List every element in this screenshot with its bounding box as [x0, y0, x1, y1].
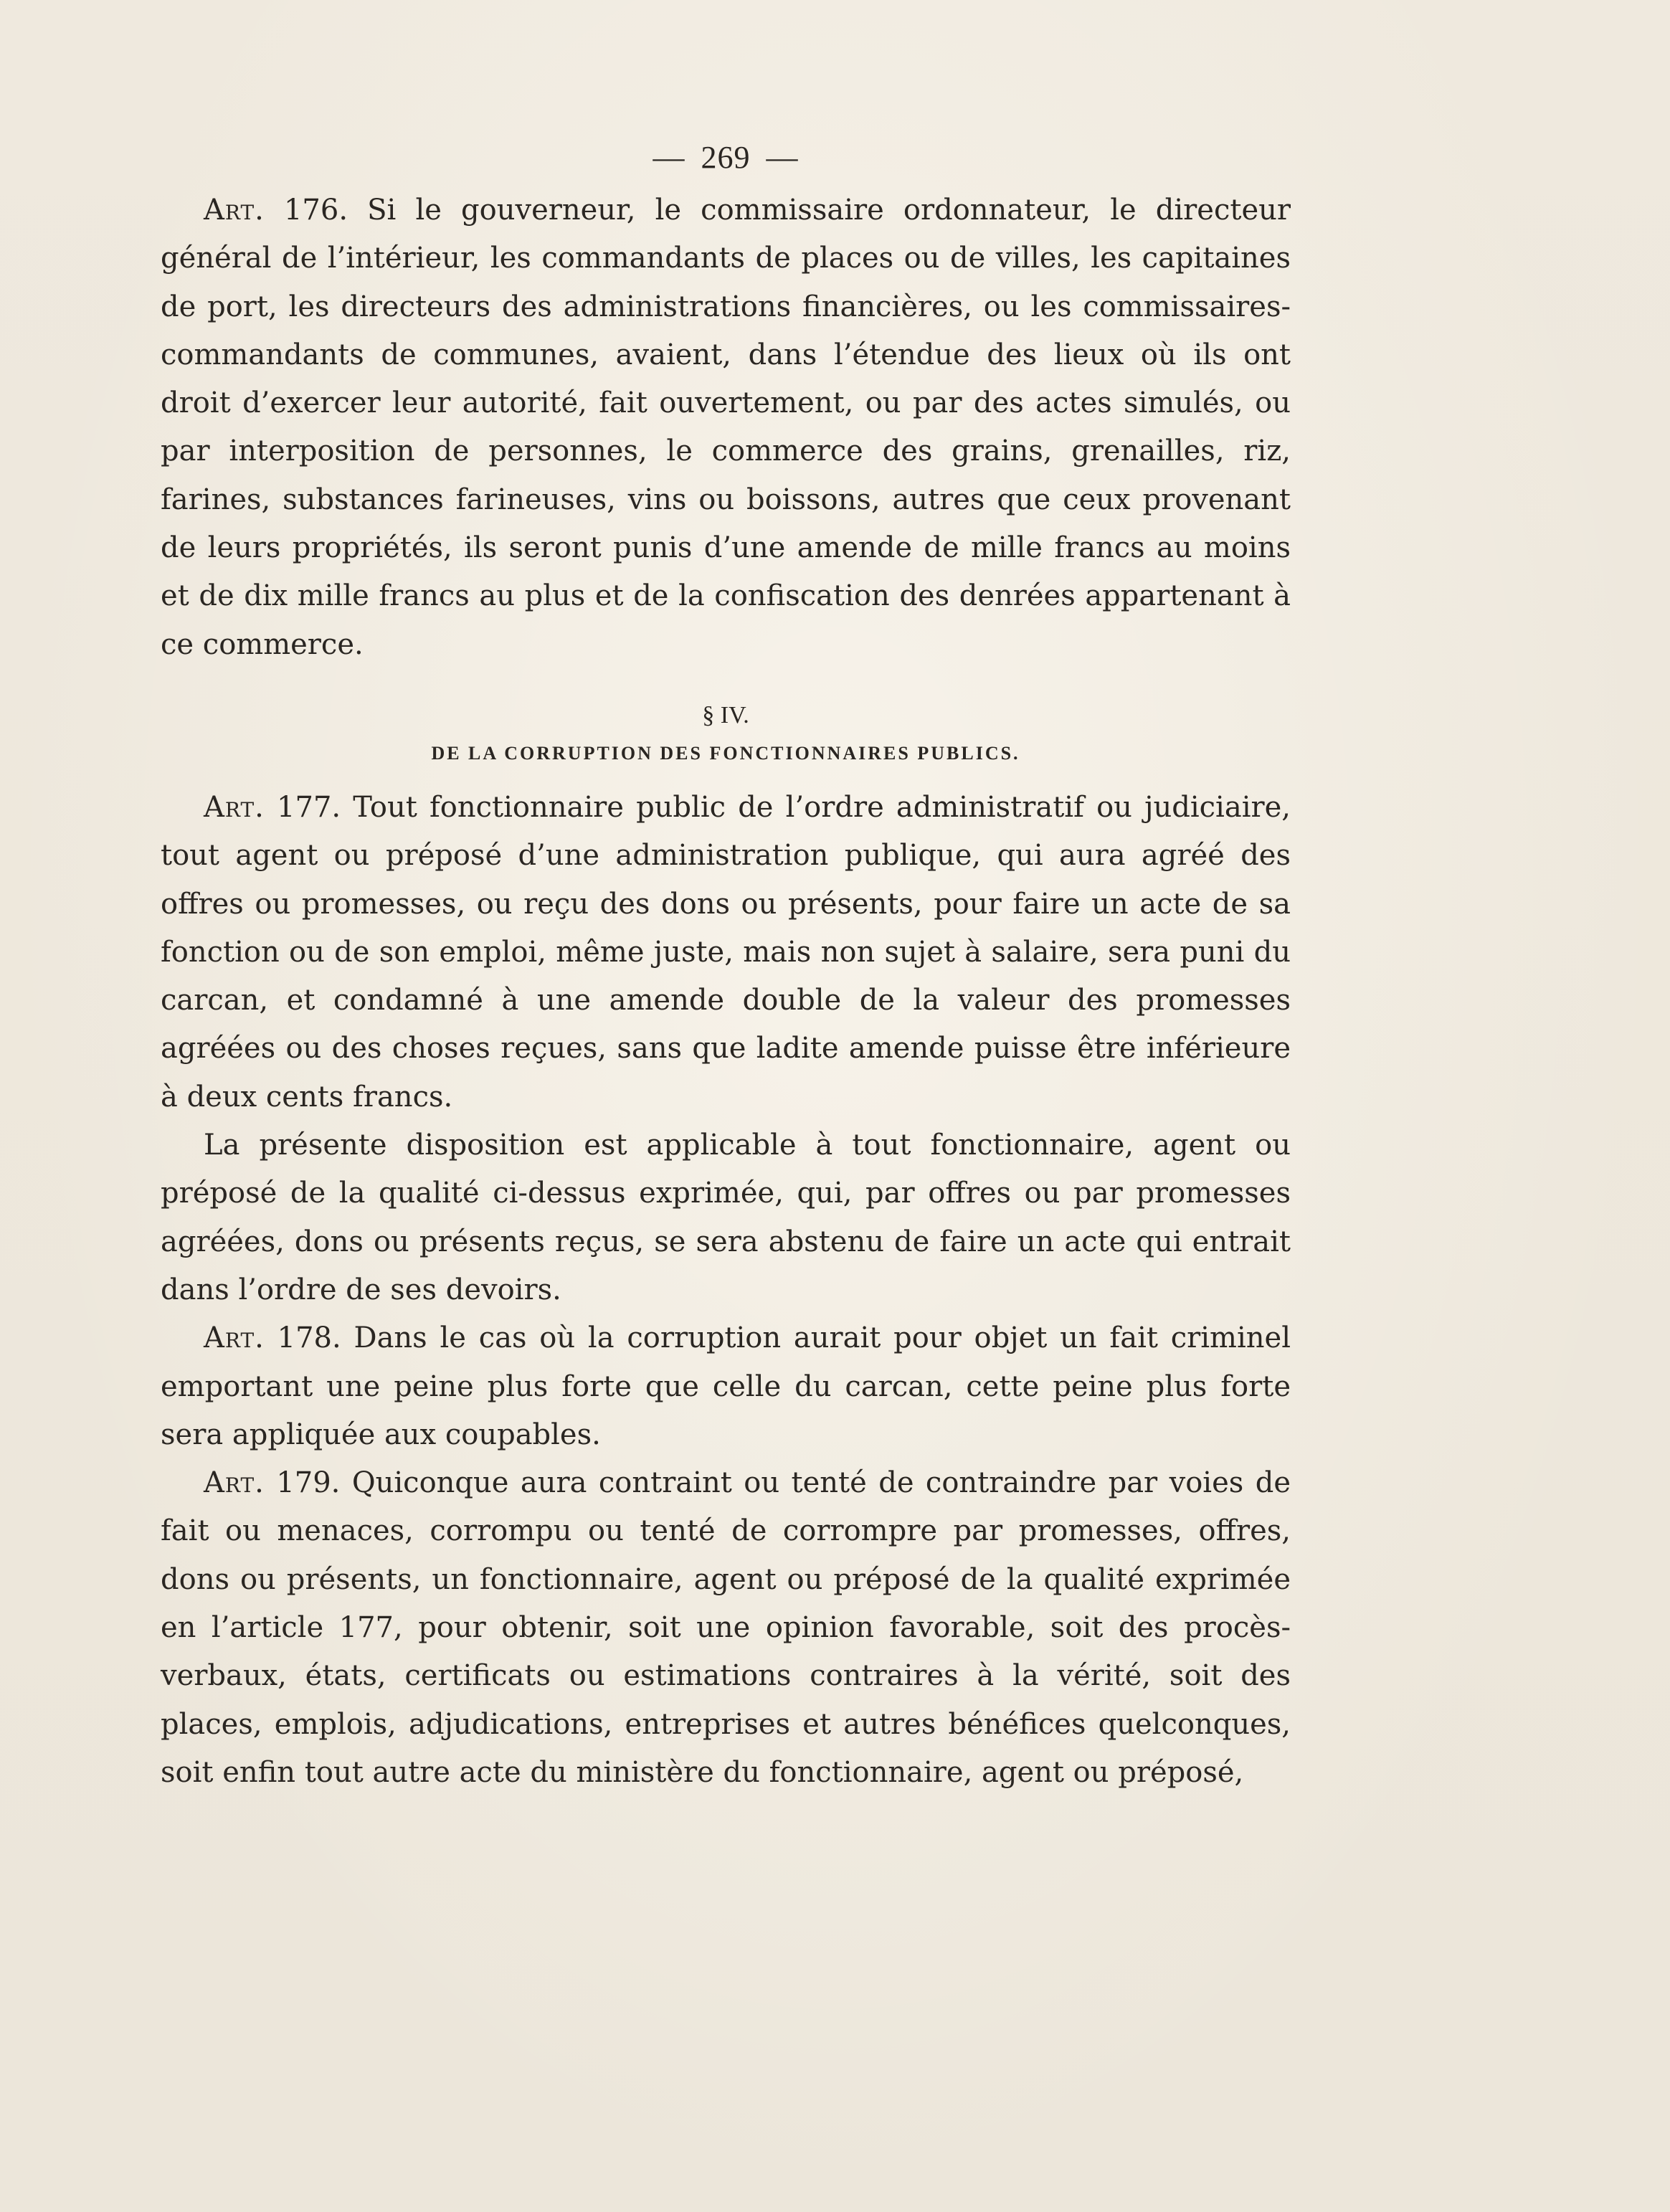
section-title: DE LA CORRUPTION DES FONCTIONNAIRES PUBLICS. — [431, 742, 1020, 764]
article-177-paragraph-2: La présente disposition est applicable à tout fonctionnaire, agent ou préposé de la qualité ci-dessus exprimée, qui, par offres ou par promesses agréées, dons ou présents reçus, se sera abstenu de faire un acte qui entrait dans l’ordre de ses devoirs. — [161, 1129, 1291, 1306]
article-text: Dans le cas où la corruption aurait pour objet un fait criminel emportant une peine plus forte que celle du carcan, cette peine plus forte sera appliquée aux coupables. — [161, 1321, 1291, 1451]
article-number: 177. — [277, 790, 341, 824]
article-179 — [161, 1459, 1291, 1797]
article-number: 176. — [283, 194, 348, 227]
article-178 — [161, 1314, 1291, 1459]
folio-dash-left: — — [653, 140, 685, 175]
article-label: Art. — [204, 194, 265, 227]
article-number: 179. — [276, 1466, 341, 1500]
section-number: § IV. — [702, 701, 749, 728]
page-number — [161, 129, 1291, 186]
section-heading — [161, 693, 1291, 769]
article-text: Si le gouverneur, le commissaire ordonnateur, le directeur général de l’intérieur, les commandants de places ou de villes, les capitaines de port, les directeurs des administrations financières, ou les commissaires-commandants de communes, avaient, dans l’étendue des lieux où ils ont droit d’exercer leur autorité, fait ouvertement, ou par des actes simulés, ou par interposition de personnes, le commerce des grains, grenailles, riz, farines, substances farineuses, vins ou boissons, autres que ceux provenant de leurs propriétés, ils seront punis d’une amende de mille francs au moins et de dix mille francs au plus et de la confiscation des denrées appartenant à ce commerce. — [161, 194, 1291, 661]
article-label: Art. — [204, 790, 265, 824]
folio-dash-right: — — [766, 140, 799, 175]
article-text: Quiconque aura contraint ou tenté de contraindre par voies de fait ou menaces, corrompu ou tenté de corrompre par promesses, offres, dons ou présents, un fonctionnaire, agent ou préposé de la qualité exprimée en l’article 177, pour obtenir, soit une opinion favorable, soit des procès-verbaux, états, certificats ou estimations contraires à la vérité, soit des places, emplois, adjudications, entreprises et autres bénéfices quelconques, soit enfin tout autre acte du ministère du fonctionnaire, agent ou préposé, — [161, 1466, 1291, 1789]
article-176 — [161, 186, 1291, 669]
article-label: Art. — [204, 1321, 265, 1355]
article-text: Tout fonctionnaire public de l’ordre administratif ou judiciaire, tout agent ou préposé d’une administration publique, qui aura agréé des offres ou promesses, ou reçu des dons ou présents, pour faire un acte de sa fonction ou de son emploi, même juste, mais non sujet à salaire, sera puni du carcan, et condamné à une amende double de la valeur des promesses agréées ou des choses reçues, sans que ladite amende puisse être inférieure à deux cents francs. — [161, 790, 1291, 1114]
folio-number: 269 — [701, 140, 751, 175]
article-number: 178. — [277, 1321, 341, 1355]
article-177 — [161, 784, 1291, 1121]
article-label: Art. — [204, 1466, 265, 1500]
text-block — [161, 129, 1291, 1797]
